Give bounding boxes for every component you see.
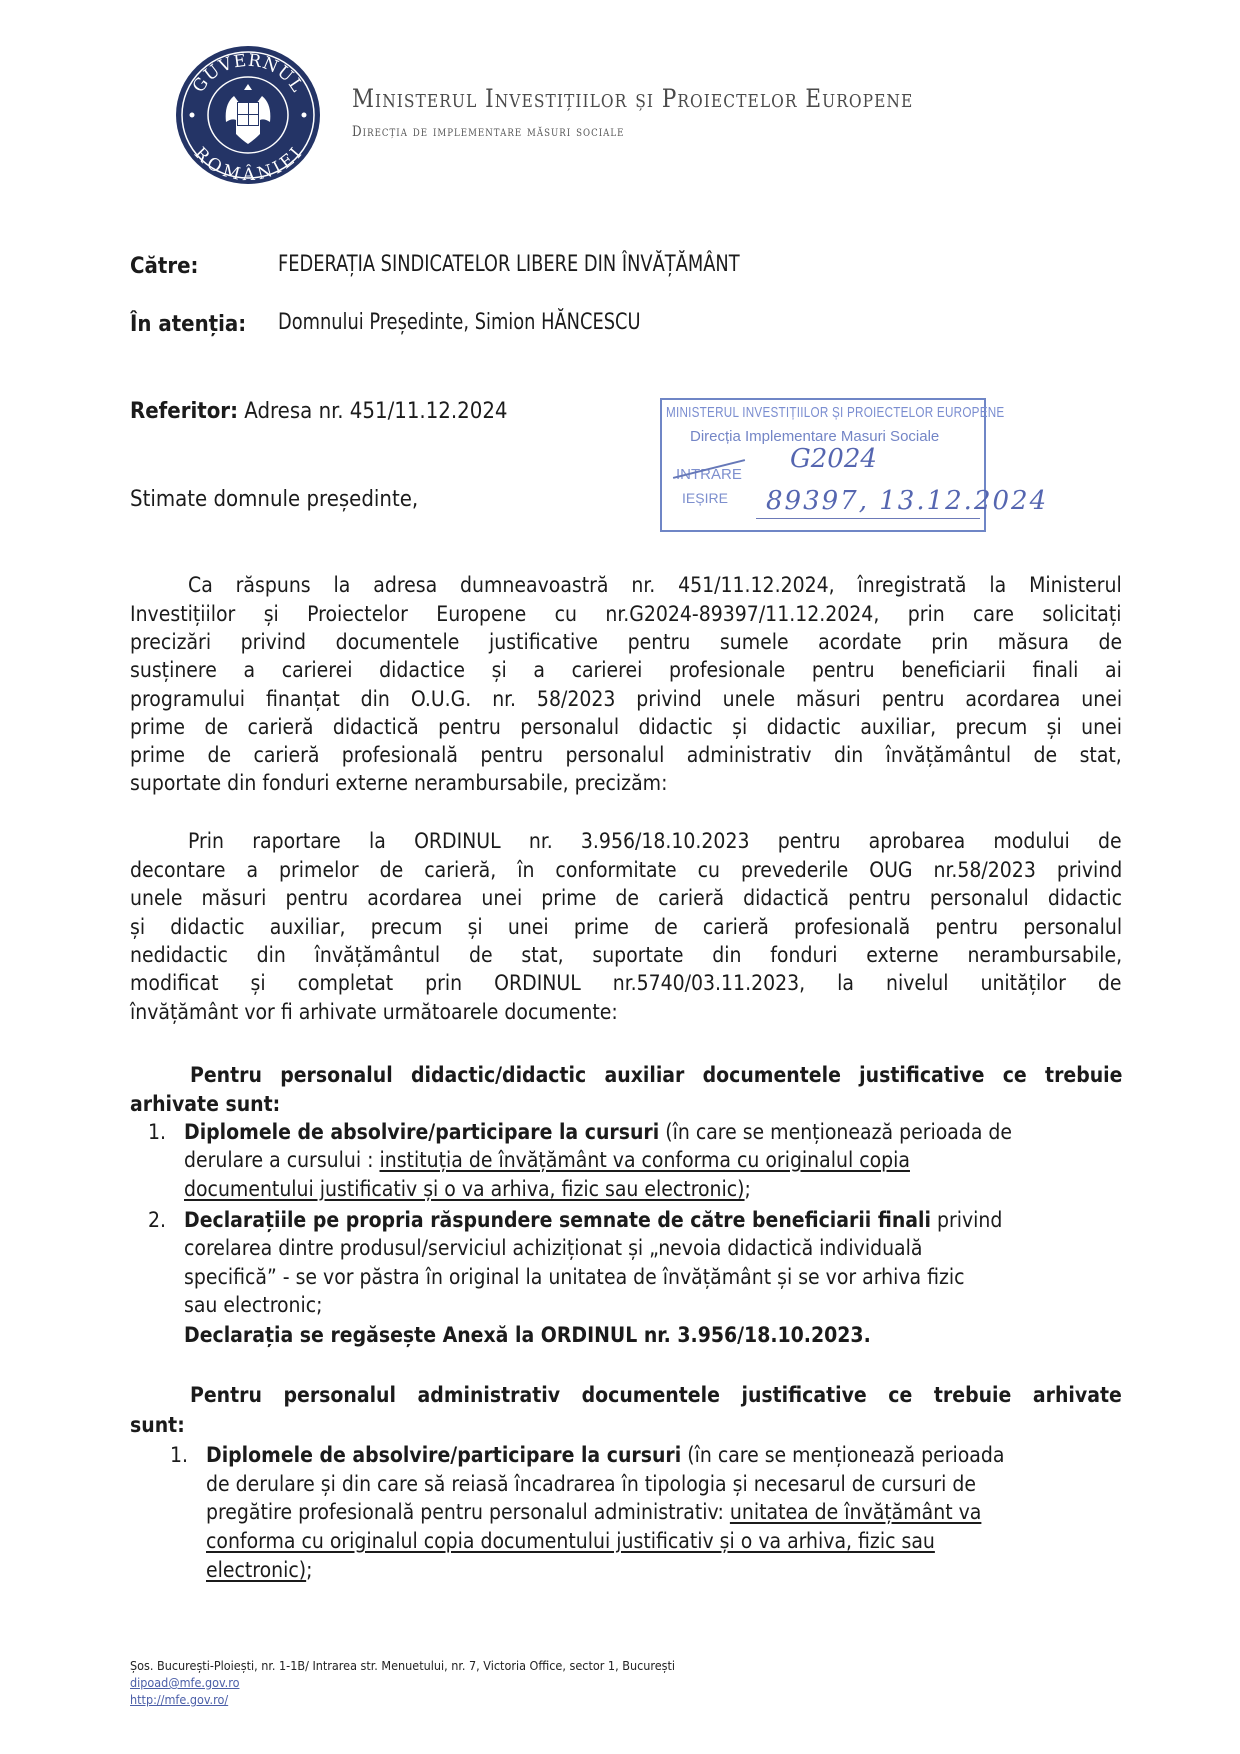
list-number: 1. xyxy=(170,1443,189,1467)
item-title: Declarațiile pe propria răspundere semnate de către beneficiarii finali xyxy=(184,1208,931,1232)
reference-line xyxy=(130,399,508,424)
reference-value: Adresa nr. 451/11.12.2024 xyxy=(244,399,508,424)
ministry-name: Ministerul Investițiilor și Proiectelor Europene xyxy=(352,84,914,113)
handwritten-number-date: 89397, 13.12.2024 xyxy=(766,486,1049,516)
svg-text:GUVERNUL: GUVERNUL xyxy=(188,50,308,97)
registration-stamp xyxy=(660,398,1049,532)
stamp-iesire: IEȘIRE xyxy=(682,490,728,506)
list-number: 2. xyxy=(148,1208,167,1232)
reference-label: Referitor: xyxy=(130,399,238,424)
svg-text:ROMÂNIEI: ROMÂNIEI xyxy=(189,143,307,186)
footer-email-link[interactable]: dipoad@mfe.gov.ro xyxy=(130,1675,240,1690)
attention-value: Domnului Președinte, Simion HĂNCESCU xyxy=(278,310,641,335)
p2-line-3: și didactic auxiliar, precum și unei prime de carieră profesională pentru personalul xyxy=(130,915,1123,939)
s1-heading-line-0: Pentru personalul didactic/didactic auxiliar documentele justificative ce trebuie xyxy=(190,1063,1123,1087)
s2-heading-line-0: Pentru personalul administrativ documentele justificative ce trebuie arhivate xyxy=(190,1383,1122,1407)
stamp-ministry: MINISTERUL INVESTIȚIILOR ȘI PROIECTELOR EUROPENE xyxy=(666,404,1005,421)
footer-website-link[interactable]: http://mfe.gov.ro/ xyxy=(130,1692,229,1707)
romanian-coat-of-arms-icon xyxy=(174,44,322,186)
list-number: 1. xyxy=(148,1120,167,1144)
p2-line-4: nedidactic din învățământul de stat, suportate din fonduri externe nerambursabile, xyxy=(130,943,1123,967)
p1-line-1: Investițiilor și Proiectelor Europene cu nr.G2024-89397/11.12.2024, prin care solicitați xyxy=(130,602,1122,626)
annex-note: Declarația se regăsește Anexă la ORDINUL nr. 3.956/18.10.2023. xyxy=(184,1323,871,1347)
p1-line-5: prime de carieră didactică pentru personalul didactic și didactic auxiliar, precum și unei xyxy=(130,715,1123,739)
item-title: Diplomele de absolvire/participare la cursuri xyxy=(206,1443,682,1467)
stamp-directorate: Direcția Implementare Masuri Sociale xyxy=(690,428,940,445)
p2-line-6: învățământ vor fi arhivate următoarele documente: xyxy=(130,1000,618,1024)
item-title: Diplomele de absolvire/participare la cursuri xyxy=(184,1120,660,1144)
to-value: FEDERAȚIA SINDICATELOR LIBERE DIN ÎNVĂȚĂMÂNT xyxy=(278,252,740,277)
s2-heading-line-1: sunt: xyxy=(130,1413,185,1437)
p1-line-4: programului finanțat din O.U.G. nr. 58/2023 privind unele măsuri pentru acordarea unei xyxy=(130,687,1123,711)
stamp-underline xyxy=(756,518,980,519)
footer-address: Șos. București-Ploiești, nr. 1-1B/ Intrarea str. Menuetului, nr. 7, Victoria Office, sector 1, București xyxy=(130,1658,676,1673)
p2-line-1: decontare a primelor de carieră, în conformitate cu prevederile OUG nr.58/2023 privind xyxy=(130,858,1123,882)
attention-label: În atenția: xyxy=(130,312,247,337)
to-label: Către: xyxy=(130,254,199,279)
government-logo xyxy=(174,44,322,186)
p1-line-7: suportate din fonduri externe nerambursabile, precizăm: xyxy=(130,771,668,795)
p2-line-5: modificat și completat prin ORDINUL nr.5740/03.11.2023, la nivelul unităților de xyxy=(130,971,1122,995)
p1-line-3: susținere a carierei didactice și a carierei profesionale pentru beneficiarii finali ai xyxy=(130,658,1122,682)
handwritten-series: G2024 xyxy=(790,444,877,474)
p1-line-6: prime de carieră profesională pentru personalul administrativ din învățământul de stat, xyxy=(130,743,1122,767)
directorate-name: Direcția de implementare măsuri sociale xyxy=(352,124,625,140)
p1-line-2: precizări privind documentele justificative pentru sumele acordate prin măsura de xyxy=(130,630,1123,654)
stamp-intrare: INTRARE xyxy=(676,466,742,483)
p2-line-0: Prin raportare la ORDINUL nr. 3.956/18.10.2023 pentru aprobarea modului de xyxy=(188,829,1122,853)
p2-line-2: unele măsuri pentru acordarea unei prime de carieră didactică pentru personalul didactic xyxy=(130,886,1123,910)
s1-heading-line-1: arhivate sunt: xyxy=(130,1092,281,1116)
p1-line-0: Ca răspuns la adresa dumneavoastră nr. 451/11.12.2024, înregistrată la Ministerul xyxy=(188,573,1122,597)
salutation: Stimate domnule președinte, xyxy=(130,487,419,512)
